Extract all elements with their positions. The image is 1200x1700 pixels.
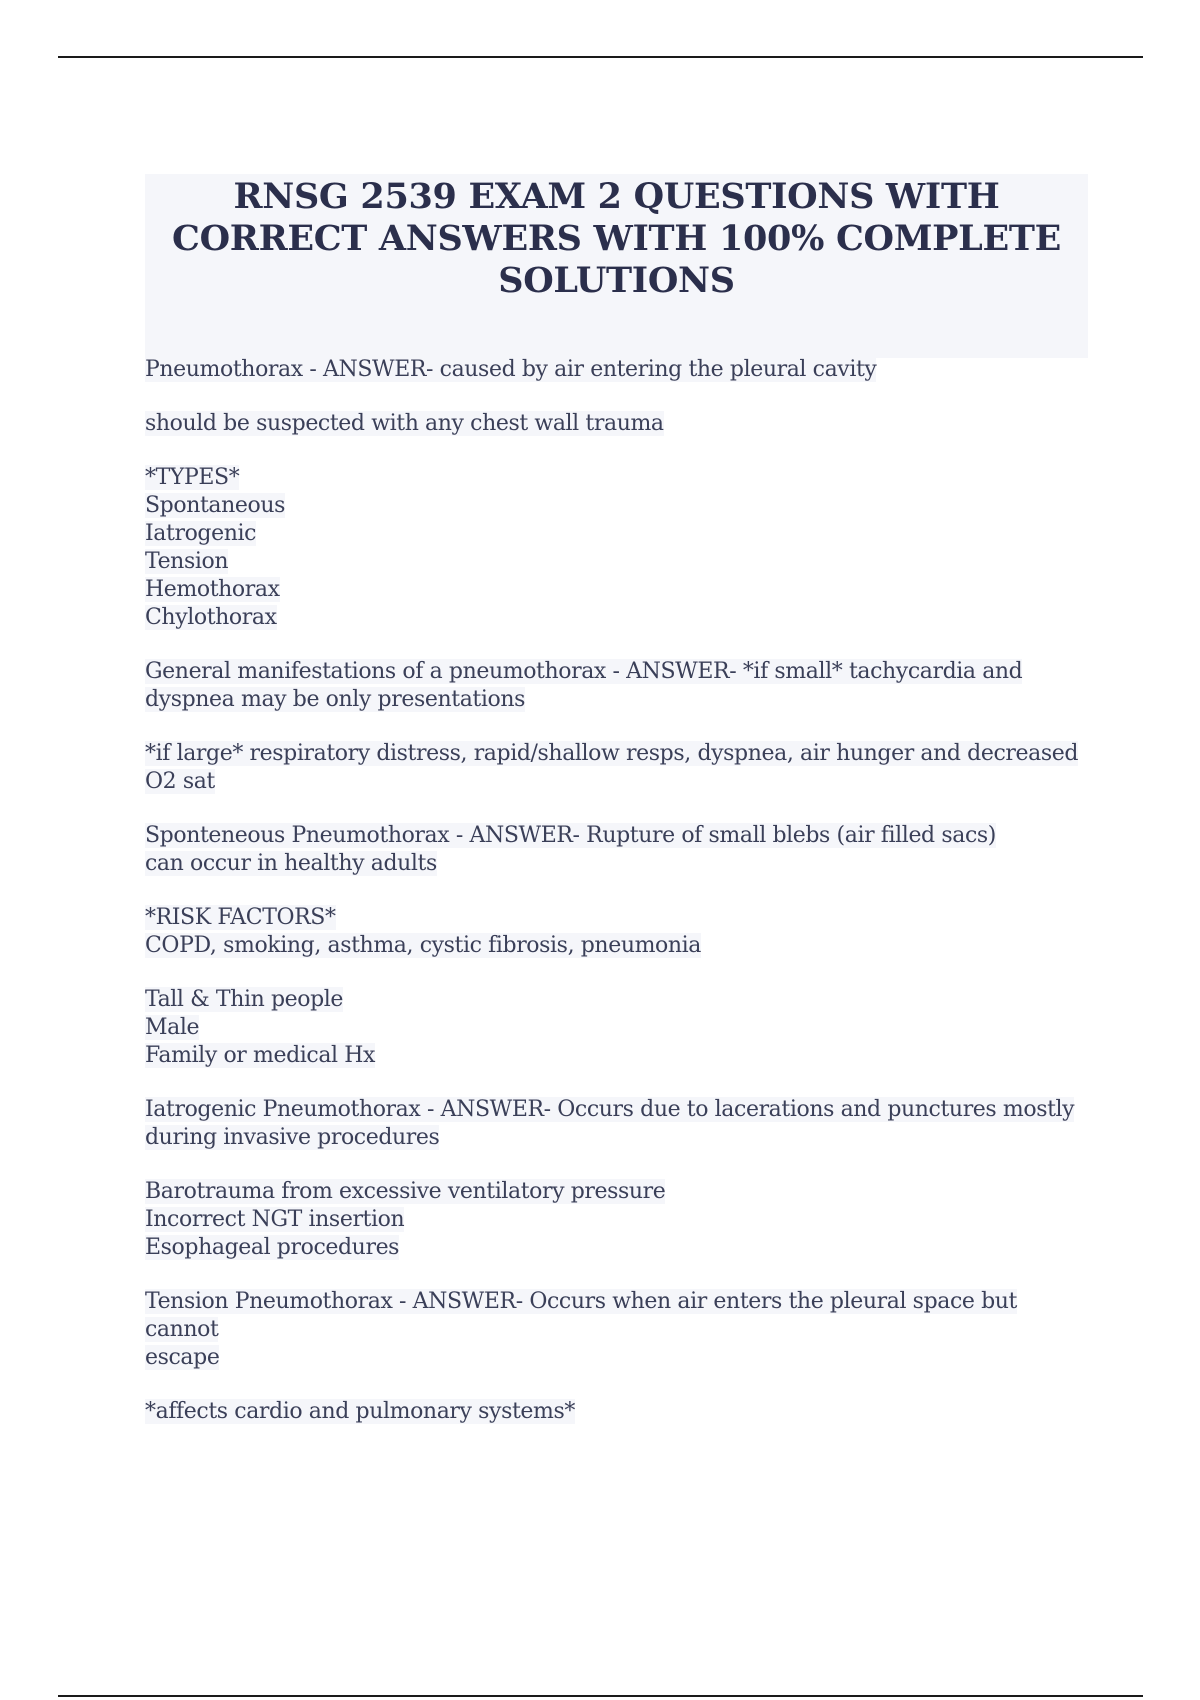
text-line	[145, 932, 1095, 960]
text-line-content: General manifestations of a pneumothorax - ANSWER- *if small* tachycardia and	[145, 659, 1023, 684]
text-line-content: can occur in healthy adults	[145, 851, 437, 876]
text-line	[145, 1042, 1095, 1070]
text-line	[145, 492, 1095, 520]
paragraph	[145, 1096, 1095, 1152]
text-line-content: COPD, smoking, asthma, cystic fibrosis, pneumonia	[145, 933, 702, 958]
text-line-content: Esophageal procedures	[145, 1235, 400, 1260]
text-line-content: Tall & Thin people	[145, 987, 344, 1012]
title-block	[145, 174, 1088, 358]
text-line-content: Barotrauma from excessive ventilatory pressure	[145, 1179, 666, 1204]
text-line	[145, 1234, 1095, 1262]
text-line	[145, 740, 1095, 768]
text-line	[145, 356, 1095, 384]
text-line	[145, 904, 1095, 932]
paragraph	[145, 356, 1095, 384]
text-line-content: Iatrogenic	[145, 521, 257, 546]
text-line	[145, 1344, 1095, 1372]
text-line	[145, 604, 1095, 632]
text-line-content: *TYPES*	[145, 465, 240, 490]
paragraph	[145, 986, 1095, 1070]
text-line-content: *RISK FACTORS*	[145, 905, 336, 930]
paragraph	[145, 1398, 1095, 1426]
text-line-content: escape	[145, 1345, 220, 1370]
paragraph	[145, 410, 1095, 438]
text-line	[145, 658, 1095, 686]
text-line-content: dyspnea may be only presentations	[145, 687, 525, 712]
text-line	[145, 1014, 1095, 1042]
text-line	[145, 1398, 1095, 1426]
top-rule	[58, 56, 1143, 58]
text-line	[145, 410, 1095, 438]
text-line-content: during invasive procedures	[145, 1125, 440, 1150]
text-line	[145, 1096, 1095, 1124]
text-line-content: Chylothorax	[145, 605, 277, 630]
document-body	[145, 356, 1095, 1452]
text-line	[145, 822, 1095, 850]
text-line	[145, 548, 1095, 576]
text-line	[145, 1288, 1095, 1344]
text-line	[145, 1178, 1095, 1206]
paragraph	[145, 1288, 1095, 1372]
text-line	[145, 686, 1095, 714]
paragraph	[145, 1178, 1095, 1262]
paragraph	[145, 740, 1095, 796]
bottom-rule	[58, 1695, 1143, 1697]
paragraph	[145, 822, 1095, 878]
text-line-content: O2 sat	[145, 769, 215, 794]
text-line	[145, 576, 1095, 604]
paragraph	[145, 904, 1095, 960]
text-line	[145, 1206, 1095, 1234]
text-line-content: Iatrogenic Pneumothorax - ANSWER- Occurs due to lacerations and punctures mostly	[145, 1097, 1075, 1122]
text-line-content: Incorrect NGT insertion	[145, 1207, 405, 1232]
text-line-content: Male	[145, 1015, 200, 1040]
text-line-content: Pneumothorax - ANSWER- caused by air entering the pleural cavity	[145, 357, 877, 382]
text-line	[145, 520, 1095, 548]
document-title: RNSG 2539 EXAM 2 QUESTIONS WITH CORRECT ANSWERS WITH 100% COMPLETE SOLUTIONS	[172, 176, 1061, 301]
text-line	[145, 464, 1095, 492]
text-line-content: Spontaneous	[145, 493, 286, 518]
text-line-content: Sponteneous Pneumothorax - ANSWER- Rupture of small blebs (air filled sacs)	[145, 823, 996, 848]
paragraph	[145, 464, 1095, 632]
text-line	[145, 850, 1095, 878]
text-line-content: Tension Pneumothorax - ANSWER- Occurs when air enters the pleural space but cannot	[145, 1289, 1017, 1342]
text-line-content: *if large* respiratory distress, rapid/shallow resps, dyspnea, air hunger and decreased	[145, 741, 1079, 766]
text-line-content: *affects cardio and pulmonary systems*	[145, 1399, 575, 1424]
text-line-content: Family or medical Hx	[145, 1043, 376, 1068]
text-line-content: Tension	[145, 549, 229, 574]
text-line	[145, 768, 1095, 796]
text-line	[145, 986, 1095, 1014]
text-line-content: should be suspected with any chest wall trauma	[145, 411, 664, 436]
text-line-content: Hemothorax	[145, 577, 280, 602]
paragraph	[145, 658, 1095, 714]
text-line	[145, 1124, 1095, 1152]
